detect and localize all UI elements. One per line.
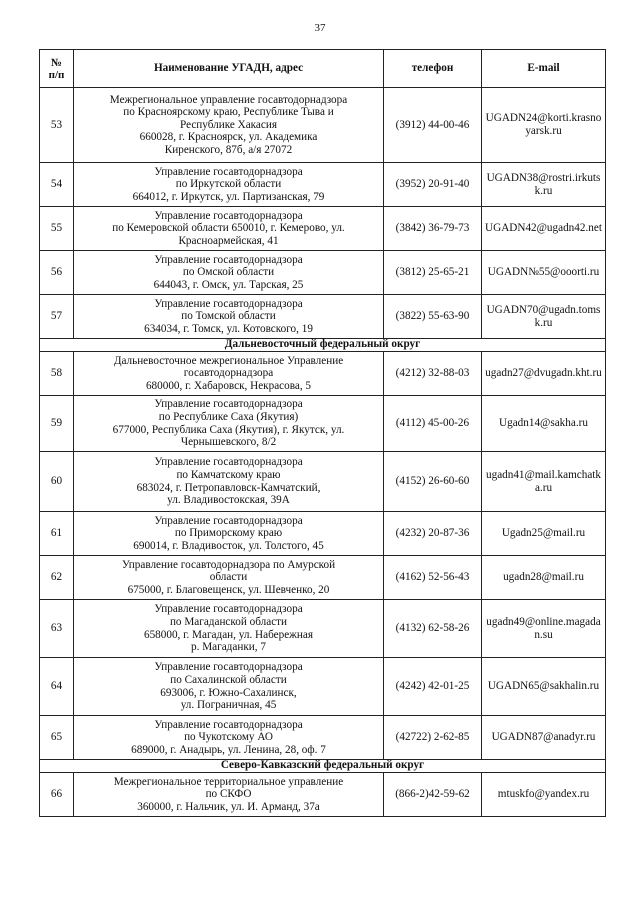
row-number: 57 — [40, 295, 74, 339]
row-number: 65 — [40, 716, 74, 760]
office-email: UGADN24@korti.krasnoyarsk.ru — [482, 88, 606, 163]
ugadn-table — [39, 49, 606, 817]
row-number: 66 — [40, 773, 74, 817]
office-email: UGADN42@ugadn42.net — [482, 207, 606, 251]
office-email: UGADN65@sakhalin.ru — [482, 658, 606, 716]
office-name-address: Межрегиональное управление госавтодорнадзора по Красноярскому краю, Республике Тыва и Республике Хакасия 660028, г. Красноярск, ул. Академика Киренского, 87б, а/я 27072 — [74, 88, 384, 163]
office-email: ugadn41@mail.kamchatka.ru — [482, 452, 606, 512]
office-phone: (4162) 52-56-43 — [384, 556, 482, 600]
office-phone: (4232) 20-87-36 — [384, 512, 482, 556]
office-name-address: Межрегиональное территориальное управление по СКФО 360000, г. Нальчик, ул. И. Арманд, 37а — [74, 773, 384, 817]
office-name-address: Управление госавтодорнадзора по Омской области 644043, г. Омск, ул. Тарская, 25 — [74, 251, 384, 295]
row-number: 55 — [40, 207, 74, 251]
table-row — [40, 773, 606, 817]
office-phone: (4112) 45-00-26 — [384, 396, 482, 452]
header-phone: телефон — [384, 50, 482, 88]
office-name-address: Дальневосточное межрегиональное Управление госавтодорнадзора 680000, г. Хабаровск, Некрасова, 5 — [74, 352, 384, 396]
office-name-address: Управление госавтодорнадзора по Чукотскому АО 689000, г. Анадырь, ул. Ленина, 28, оф. 7 — [74, 716, 384, 760]
office-name-address: Управление госавтодорнадзора по Республике Саха (Якутия) 677000, Республика Саха (Якутия), г. Якутск, ул. Чернышевского, 8/2 — [74, 396, 384, 452]
office-email: Ugadn14@sakha.ru — [482, 396, 606, 452]
header-name: Наименование УГАДН, адрес — [74, 50, 384, 88]
office-email: ugadn28@mail.ru — [482, 556, 606, 600]
office-name-address: Управление госавтодорнадзора по Кемеровской области 650010, г. Кемерово, ул. Красноармейская, 41 — [74, 207, 384, 251]
office-phone: (3812) 25-65-21 — [384, 251, 482, 295]
office-name-address: Управление госавтодорнадзора по Томской области 634034, г. Томск, ул. Котовского, 19 — [74, 295, 384, 339]
office-email: mtuskfo@yandex.ru — [482, 773, 606, 817]
office-email: ugadn49@online.magadan.su — [482, 600, 606, 658]
header-email: E-mail — [482, 50, 606, 88]
office-name-address: Управление госавтодорнадзора по Магаданской области 658000, г. Магадан, ул. Набережная р. Магаданки, 7 — [74, 600, 384, 658]
office-phone: (3842) 36-79-73 — [384, 207, 482, 251]
office-name-address: Управление госавтодорнадзора по Камчатскому краю 683024, г. Петропавловск-Камчатский, ул. Владивостокская, 39А — [74, 452, 384, 512]
table-header-row — [40, 50, 606, 88]
office-name-address: Управление госавтодорнадзора по Иркутской области 664012, г. Иркутск, ул. Партизанская, 79 — [74, 163, 384, 207]
office-phone: (3952) 20-91-40 — [384, 163, 482, 207]
row-number: 56 — [40, 251, 74, 295]
row-number: 58 — [40, 352, 74, 396]
row-number: 62 — [40, 556, 74, 600]
table-row — [40, 163, 606, 207]
header-num: № п/п — [40, 50, 74, 88]
office-email: UGADN№55@ooorti.ru — [482, 251, 606, 295]
table-row — [40, 251, 606, 295]
row-number: 53 — [40, 88, 74, 163]
table-row — [40, 600, 606, 658]
table-row — [40, 207, 606, 251]
district-header-row — [40, 760, 606, 773]
office-email: UGADN70@ugadn.tomsk.ru — [482, 295, 606, 339]
office-name-address: Управление госавтодорнадзора по Амурской области 675000, г. Благовещенск, ул. Шевченко, 20 — [74, 556, 384, 600]
table-row — [40, 295, 606, 339]
office-phone: (4132) 62-58-26 — [384, 600, 482, 658]
office-email: ugadn27@dvugadn.kht.ru — [482, 352, 606, 396]
table-row — [40, 556, 606, 600]
table-row — [40, 452, 606, 512]
row-number: 61 — [40, 512, 74, 556]
table-row — [40, 352, 606, 396]
district-far-east-label: Дальневосточный федеральный округ — [40, 339, 606, 352]
row-number: 60 — [40, 452, 74, 512]
table-row — [40, 658, 606, 716]
district-north-caucasus-label: Северо-Кавказский федеральный округ — [40, 760, 606, 773]
table-row — [40, 88, 606, 163]
office-email: Ugadn25@mail.ru — [482, 512, 606, 556]
row-number: 63 — [40, 600, 74, 658]
office-email: UGADN38@rostri.irkutsk.ru — [482, 163, 606, 207]
office-phone: (4212) 32-88-03 — [384, 352, 482, 396]
office-name-address: Управление госавтодорнадзора по Сахалинской области 693006, г. Южно-Сахалинск, ул. Пограничная, 45 — [74, 658, 384, 716]
office-phone: (42722) 2-62-85 — [384, 716, 482, 760]
office-phone: (3822) 55-63-90 — [384, 295, 482, 339]
office-phone: (3912) 44-00-46 — [384, 88, 482, 163]
row-number: 64 — [40, 658, 74, 716]
row-number: 54 — [40, 163, 74, 207]
district-header-row — [40, 339, 606, 352]
row-number: 59 — [40, 396, 74, 452]
office-phone: (4242) 42-01-25 — [384, 658, 482, 716]
table-row — [40, 512, 606, 556]
office-email: UGADN87@anadyr.ru — [482, 716, 606, 760]
page-number: 37 — [314, 22, 326, 34]
office-phone: (866-2)42-59-62 — [384, 773, 482, 817]
table-row — [40, 716, 606, 760]
office-phone: (4152) 26-60-60 — [384, 452, 482, 512]
office-name-address: Управление госавтодорнадзора по Приморскому краю 690014, г. Владивосток, ул. Толстого, 45 — [74, 512, 384, 556]
table-row — [40, 396, 606, 452]
